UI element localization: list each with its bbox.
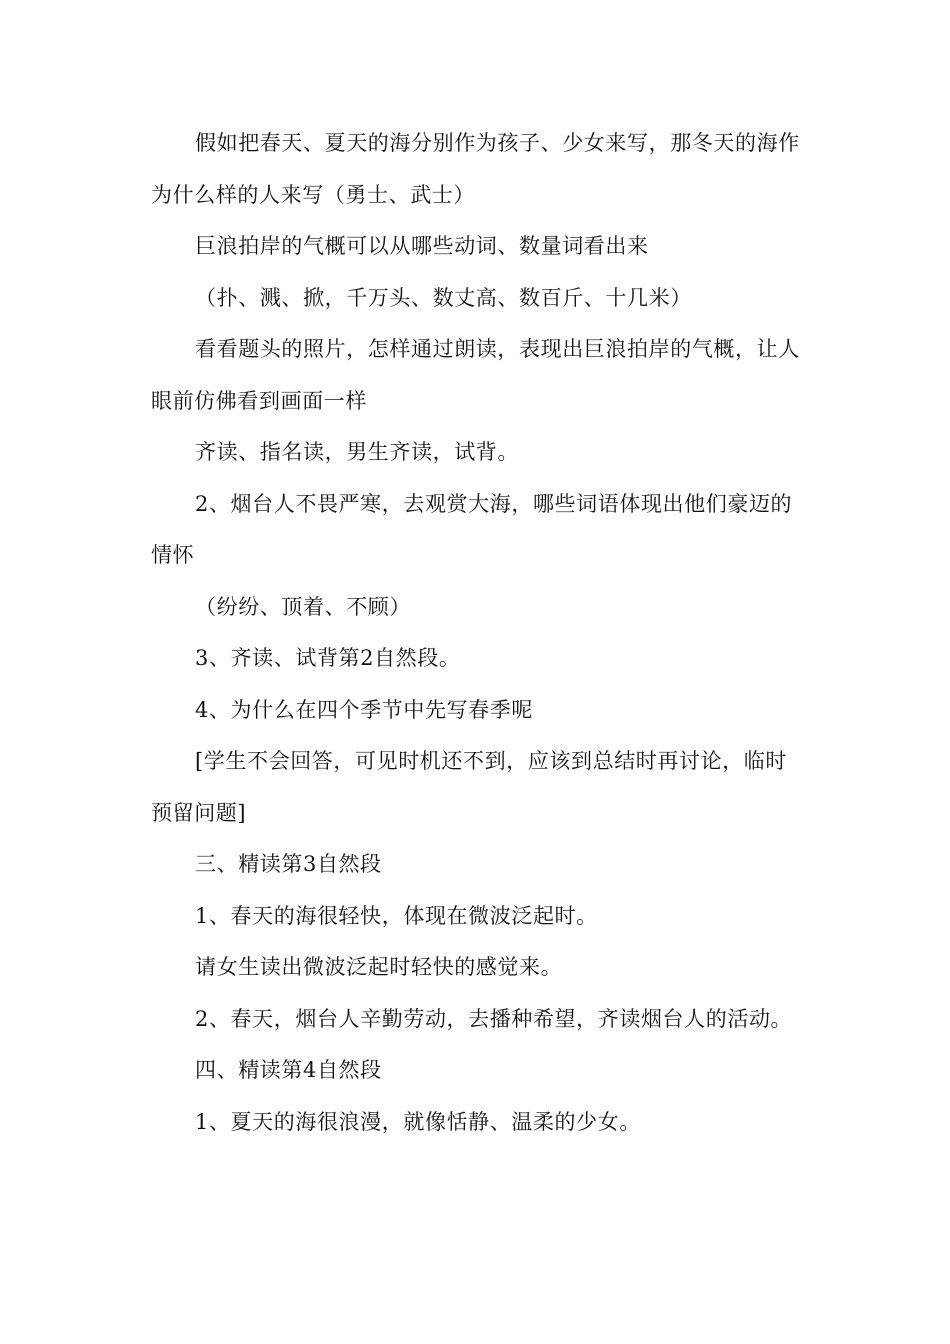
paragraph: （纷纷、顶着、不顾） xyxy=(195,594,411,619)
paragraph: 看看题头的照片，怎样通过朗读，表现出巨浪拍岸的气概，让人眼前仿佛看到画面一样 xyxy=(151,337,800,413)
section-heading: 三、精读第3自然段 xyxy=(195,852,382,876)
paragraph: 2、烟台人不畏严寒，去观赏大海，哪些词语体现出他们豪迈的情怀 xyxy=(151,491,793,567)
paragraph: 假如把春天、夏天的海分别作为孩子、少女来写，那冬天的海作为什么样的人来写（勇士、武士） xyxy=(151,131,800,207)
paragraph: [学生不会回答，可见时机还不到，应该到总结时再讨论，临时预留问题] xyxy=(151,749,787,825)
paragraph: （扑、溅、掀，千万头、数丈高、数百斤、十几米） xyxy=(195,285,692,310)
document-body xyxy=(151,118,803,1148)
paragraph: 1、夏天的海很浪漫，就像恬静、温柔的少女。 xyxy=(195,1109,641,1134)
paragraph: 4、为什么在四个季节中先写春季呢 xyxy=(195,697,533,722)
paragraph: 请女生读出微波泛起时轻快的感觉来。 xyxy=(195,955,563,979)
section-heading: 四、精读第4自然段 xyxy=(195,1058,382,1082)
paragraph: 巨浪拍岸的气概可以从哪些动词、数量词看出来 xyxy=(195,234,649,258)
paragraph: 3、齐读、试背第2自然段。 xyxy=(195,646,461,670)
paragraph: 2、春天，烟台人辛勤劳动，去播种希望，齐读烟台人的活动。 xyxy=(195,1006,793,1031)
paragraph: 1、春天的海很轻快，体现在微波泛起时。 xyxy=(195,903,598,928)
paragraph: 齐读、指名读，男生齐读，试背。 xyxy=(195,440,519,464)
